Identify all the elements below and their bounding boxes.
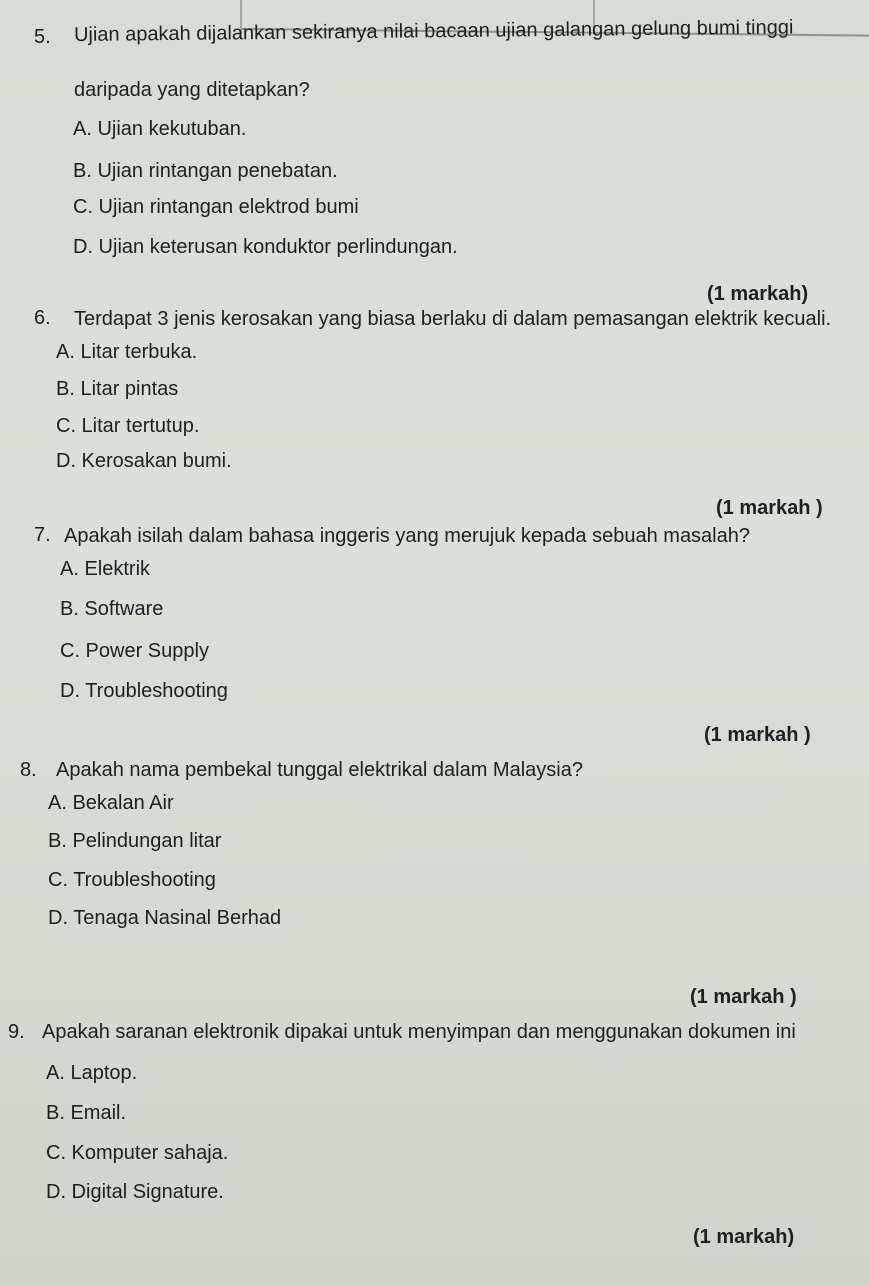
option-b[interactable]: B. Ujian rintangan penebatan. xyxy=(73,160,338,182)
option-c[interactable]: C. Litar tertutup. xyxy=(56,415,200,437)
option-d[interactable]: D. Digital Signature. xyxy=(46,1181,224,1203)
option-b[interactable]: B. Pelindungan litar xyxy=(48,830,222,852)
option-c[interactable]: C. Power Supply xyxy=(60,640,209,662)
option-d[interactable]: D. Ujian keterusan konduktor perlindungan. xyxy=(73,236,458,258)
option-a[interactable]: A. Ujian kekutuban. xyxy=(73,118,247,140)
option-c[interactable]: C. Ujian rintangan elektrod bumi xyxy=(73,196,359,218)
option-c[interactable]: C. Troubleshooting xyxy=(48,869,216,891)
question-text-line1: Ujian apakah dijalankan sekiranya nilai bacaan ujian galangan gelung bumi tinggi xyxy=(73,16,794,46)
option-d[interactable]: D. Troubleshooting xyxy=(60,680,228,702)
question-text-line1: Terdapat 3 jenis kerosakan yang biasa berlaku di dalam pemasangan elektrik kecuali. xyxy=(74,308,832,330)
option-b[interactable]: B. Software xyxy=(60,598,164,620)
option-a[interactable]: A. Litar terbuka. xyxy=(56,341,198,363)
option-a[interactable]: A. Elektrik xyxy=(60,558,151,580)
option-c[interactable]: C. Komputer sahaja. xyxy=(46,1142,229,1164)
marks-label: (1 markah) xyxy=(707,283,809,305)
marks-label: (1 markah ) xyxy=(690,986,797,1008)
question-text-line1: Apakah isilah dalam bahasa inggeris yang merujuk kepada sebuah masalah? xyxy=(64,525,750,547)
option-b[interactable]: B. Litar pintas xyxy=(56,378,179,400)
option-d[interactable]: D. Kerosakan bumi. xyxy=(56,450,232,472)
question-number: 6. xyxy=(34,307,51,329)
question-text-line1: Apakah saranan elektronik dipakai untuk menyimpan dan menggunakan dokumen ini xyxy=(42,1021,796,1043)
question-text-line1: Apakah nama pembekal tunggal elektrikal dalam Malaysia? xyxy=(56,759,583,781)
option-d[interactable]: D. Tenaga Nasinal Berhad xyxy=(48,907,282,929)
marks-label: (1 markah) xyxy=(693,1226,795,1248)
question-number: 7. xyxy=(34,524,51,546)
option-a[interactable]: A. Bekalan Air xyxy=(48,792,174,814)
option-a[interactable]: A. Laptop. xyxy=(46,1062,138,1084)
question-number: 5. xyxy=(34,26,51,48)
marks-label: (1 markah ) xyxy=(704,724,811,746)
question-number: 8. xyxy=(20,759,37,781)
question-text-line2: daripada yang ditetapkan? xyxy=(74,79,310,101)
question-number: 9. xyxy=(8,1021,25,1043)
option-b[interactable]: B. Email. xyxy=(46,1102,127,1124)
marks-label: (1 markah ) xyxy=(716,497,823,519)
